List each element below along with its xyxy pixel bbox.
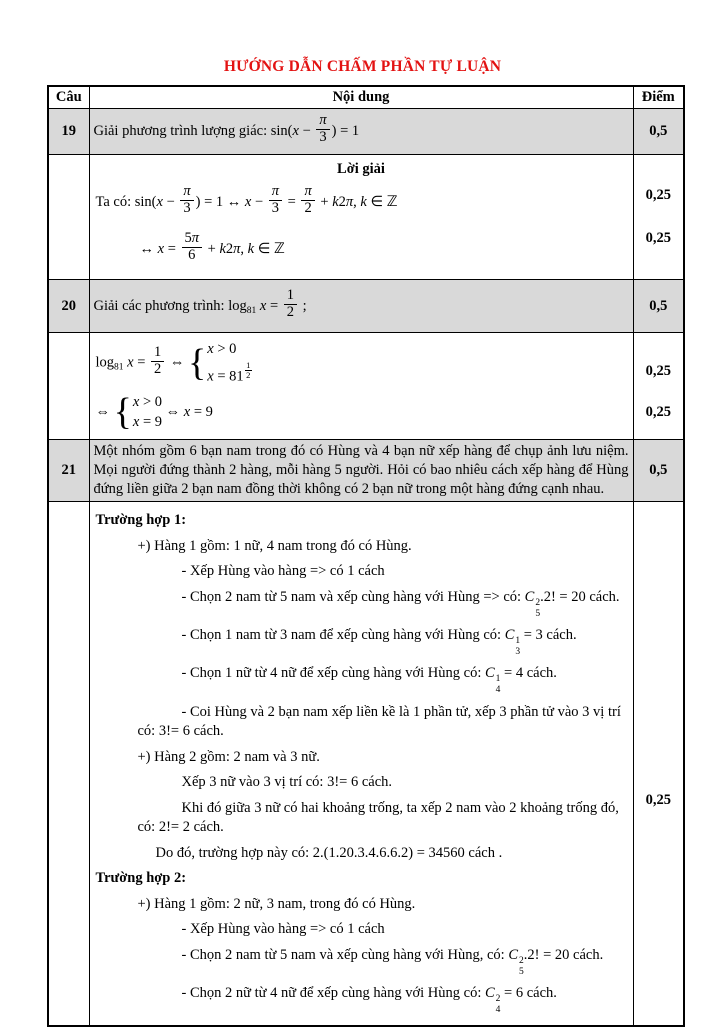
case-1-step: - Chọn 1 nữ từ 4 nữ để xếp cùng hàng với Hùng có: C 1 4 = 4 cách. <box>181 665 557 696</box>
question-row-20 <box>48 280 684 333</box>
case-2-step: - Chọn 2 nữ từ 4 nữ để xếp cùng hàng với Hùng có: C 2 4 = 6 cách. <box>181 985 557 1016</box>
question-score-19: 0,5 <box>633 109 684 155</box>
case-1-step: - Chọn 2 nam từ 5 nam và xếp cùng hàng với Hùng => có: C 2 5 .2! = 20 cách. <box>181 588 620 619</box>
solution-19-step-2: ↔ x = $\frac{5\pi}{6}$ + k2π, k ∈ ℤ <box>139 229 285 263</box>
solution-row-19 <box>48 155 684 280</box>
case-1-step: - Chọn 1 nam từ 3 nam để xếp cùng hàng với Hùng có: C 1 3 = 3 cách. <box>181 627 577 658</box>
page-title: HƯỚNG DẪN CHẤM PHẦN TỰ LUẬN <box>223 58 502 75</box>
header-diem: Điểm <box>633 86 684 109</box>
solution-scores-21 <box>633 502 684 1026</box>
solution-scores-19 <box>633 155 684 280</box>
solution-cau-21 <box>48 502 89 1026</box>
case-1-heading: Trường hợp 1: <box>95 511 187 528</box>
question-score-20: 0,5 <box>633 280 684 333</box>
case-1-step: - Xếp Hùng vào hàng => có 1 cách <box>181 563 385 580</box>
solution-row-20 <box>48 333 684 440</box>
case-2-step: - Chọn 2 nam từ 5 nam và xếp cùng hàng với Hùng, có: C 2 5 .2! = 20 cách. <box>181 947 604 977</box>
question-content-19: Giải phương trình lượng giác: sin(x − $\frac{\pi}{3}$ ) = 1 <box>89 109 633 155</box>
case-1-step: - Coi Hùng và 2 bạn nam xếp liền kề là 1 phần tử, xếp 3 phần tử vào 3 vị trí có: 3!= 6 cách. <box>137 703 621 739</box>
case-2-step: - Xếp Hùng vào hàng => có 1 cách <box>181 921 385 938</box>
question-content-21: Một nhóm gồm 6 bạn nam trong đó có Hùng và 4 bạn nữ xếp hàng để chụp ảnh lưu niệm. Mọi người đứng thành 2 hàng, mỗi hàng 5 người. Hỏi có bao nhiêu cách xếp hàng để Hùng đứng liền giữa 2 bạn nam đồng thời không có 2 bạn nữ trong một hàng đứng cạnh nhau. <box>89 440 633 502</box>
question-score-21: 0,5 <box>633 440 684 502</box>
solution-heading: Lời giải <box>337 161 385 177</box>
solution-20-step-2: ⇔ { x > 0 x = 9 ⇔ x = 9 <box>95 390 213 433</box>
score-21-step-1: 0,25 <box>645 792 671 809</box>
case-1-conclusion: Do đó, trường hợp này có: 2.(1.20.3.4.6.6.2) = 34560 cách . <box>155 844 503 861</box>
grading-table <box>47 85 685 1027</box>
case-1-step: Xếp 3 nữ vào 3 vị trí có: 3!= 6 cách. <box>181 774 393 791</box>
solution-cau-19 <box>48 155 89 280</box>
header-noi-dung: Nội dung <box>89 86 633 109</box>
case-2-heading: Trường hợp 2: <box>95 870 187 887</box>
solution-row-21 <box>48 502 684 1026</box>
solution-20-step-1: $\log_{81} x$ = $\frac{1}{2}$ ⇔ { x > 0 x = 81 $\frac{1}{2}$ <box>95 341 251 385</box>
header-cau: Câu <box>48 86 89 109</box>
solution-scores-20 <box>633 333 684 440</box>
question-row-21 <box>48 440 684 502</box>
case-1-step: Khi đó giữa 3 nữ có hai khoảng trống, ta xếp 2 nam vào 2 khoảng trống đó, có: 2!= 2 cách. <box>137 799 619 835</box>
question-number-19: 19 <box>48 109 89 155</box>
question-number-21: 21 <box>48 440 89 502</box>
case-1-row-2: +) Hàng 2 gồm: 2 nam và 3 nữ. <box>137 748 320 765</box>
score-19-step-2: 0,25 <box>645 230 671 246</box>
table-header-row <box>48 86 684 109</box>
score-19-step-1: 0,25 <box>645 187 671 203</box>
score-20-step-2: 0,25 <box>645 404 671 420</box>
solution-content-20 <box>89 333 633 440</box>
case-2-row-1: +) Hàng 1 gồm: 2 nữ, 3 nam, trong đó có Hùng. <box>137 895 416 912</box>
question-row-19 <box>48 109 684 155</box>
solution-19-step-1: Ta có: sin(x − $\frac{\pi}{3}$ ) = 1 ↔ x − $\frac{\pi}{3}$ = $\frac{\pi}{2}$ + k2π, k ∈ ℤ <box>95 183 398 216</box>
question-content-20: Giải các phương trình: $\log_{81} x$ = $\frac{1}{2}$ ; <box>89 280 633 333</box>
solution-cau-20 <box>48 333 89 440</box>
score-20-step-1: 0,25 <box>645 363 671 379</box>
question-number-20: 20 <box>48 280 89 333</box>
case-1-row-1: +) Hàng 1 gồm: 1 nữ, 4 nam trong đó có Hùng. <box>137 537 412 554</box>
solution-content-21 <box>89 502 633 1026</box>
solution-content-19 <box>89 155 633 280</box>
